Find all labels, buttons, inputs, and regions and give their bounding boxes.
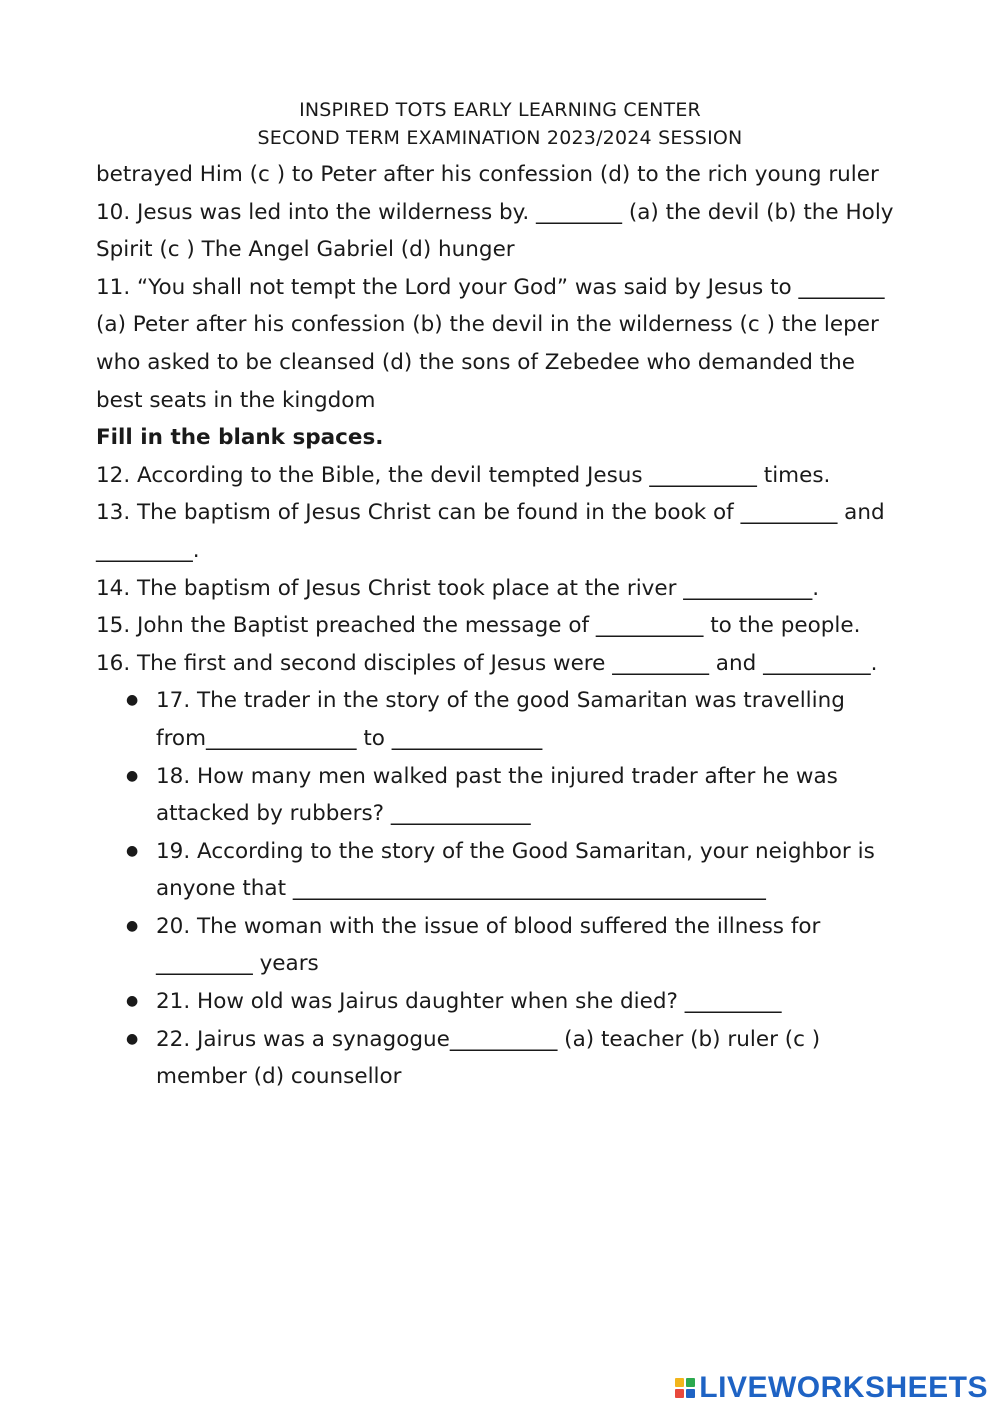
logo-block xyxy=(675,1378,684,1387)
question-19: ● 19. According to the story of the Good Samaritan, your neighbor is anyone that ____________________________________________ xyxy=(156,833,906,908)
question-14: 14. The baptism of Jesus Christ took place at the river ____________. xyxy=(96,575,820,601)
question-15: 15. John the Baptist preached the message of __________ to the people. xyxy=(96,613,861,639)
question-22: ● 22. Jairus was a synagogue__________ (a) teacher (b) ruler (c ) member (d) counsellor xyxy=(156,1021,906,1096)
question-16: 16. The first and second disciples of Jesus were _________ and __________. xyxy=(96,650,878,676)
question-17: ● 17. The trader in the story of the good Samaritan was travelling from______________ to ______________ xyxy=(156,682,906,757)
logo-block xyxy=(686,1378,695,1387)
question-13: 13. The baptism of Jesus Christ can be found in the book of _________ and _________. xyxy=(96,500,885,563)
logo-block xyxy=(686,1389,695,1398)
logo-blocks-icon xyxy=(675,1378,695,1398)
liveworksheets-logo xyxy=(675,1370,988,1406)
question-18: ● 18. How many men walked past the injured trader after he was attacked by rubbers? _____________ xyxy=(156,758,906,833)
exam-title: SECOND TERM EXAMINATION 2023/2024 SESSION xyxy=(257,127,743,149)
bullet-question-list xyxy=(96,682,906,1096)
logo-block xyxy=(675,1389,684,1398)
question-21: ● 21. How old was Jairus daughter when she died? _________ xyxy=(156,983,906,1021)
school-name: INSPIRED TOTS EARLY LEARNING CENTER xyxy=(299,99,701,121)
question-9-continued: betrayed Him (c ) to Peter after his confession (d) to the rich young ruler xyxy=(96,162,879,187)
section-heading: Fill in the blank spaces. xyxy=(96,425,384,451)
question-12: 12. According to the Bible, the devil tempted Jesus __________ times. xyxy=(96,462,831,488)
logo-text: LIVEWORKSHEETS xyxy=(699,1371,988,1404)
worksheet-body xyxy=(96,156,906,1096)
question-10: 10. Jesus was led into the wilderness by. ________ (a) the devil (b) the Holy Spirit (c ) The Angel Gabriel (d) hunger xyxy=(96,199,894,263)
question-11: 11. “You shall not tempt the Lord your God” was said by Jesus to ________ (a) Peter after his confession (b) the devil in the wilderness (c ) the leper who asked to be cleansed (d) the sons of Zebedee who demanded the best seats in the kingdom xyxy=(96,274,885,413)
question-20: ● 20. The woman with the issue of blood suffered the illness for _________ years xyxy=(156,908,906,983)
exam-header xyxy=(0,96,1000,152)
